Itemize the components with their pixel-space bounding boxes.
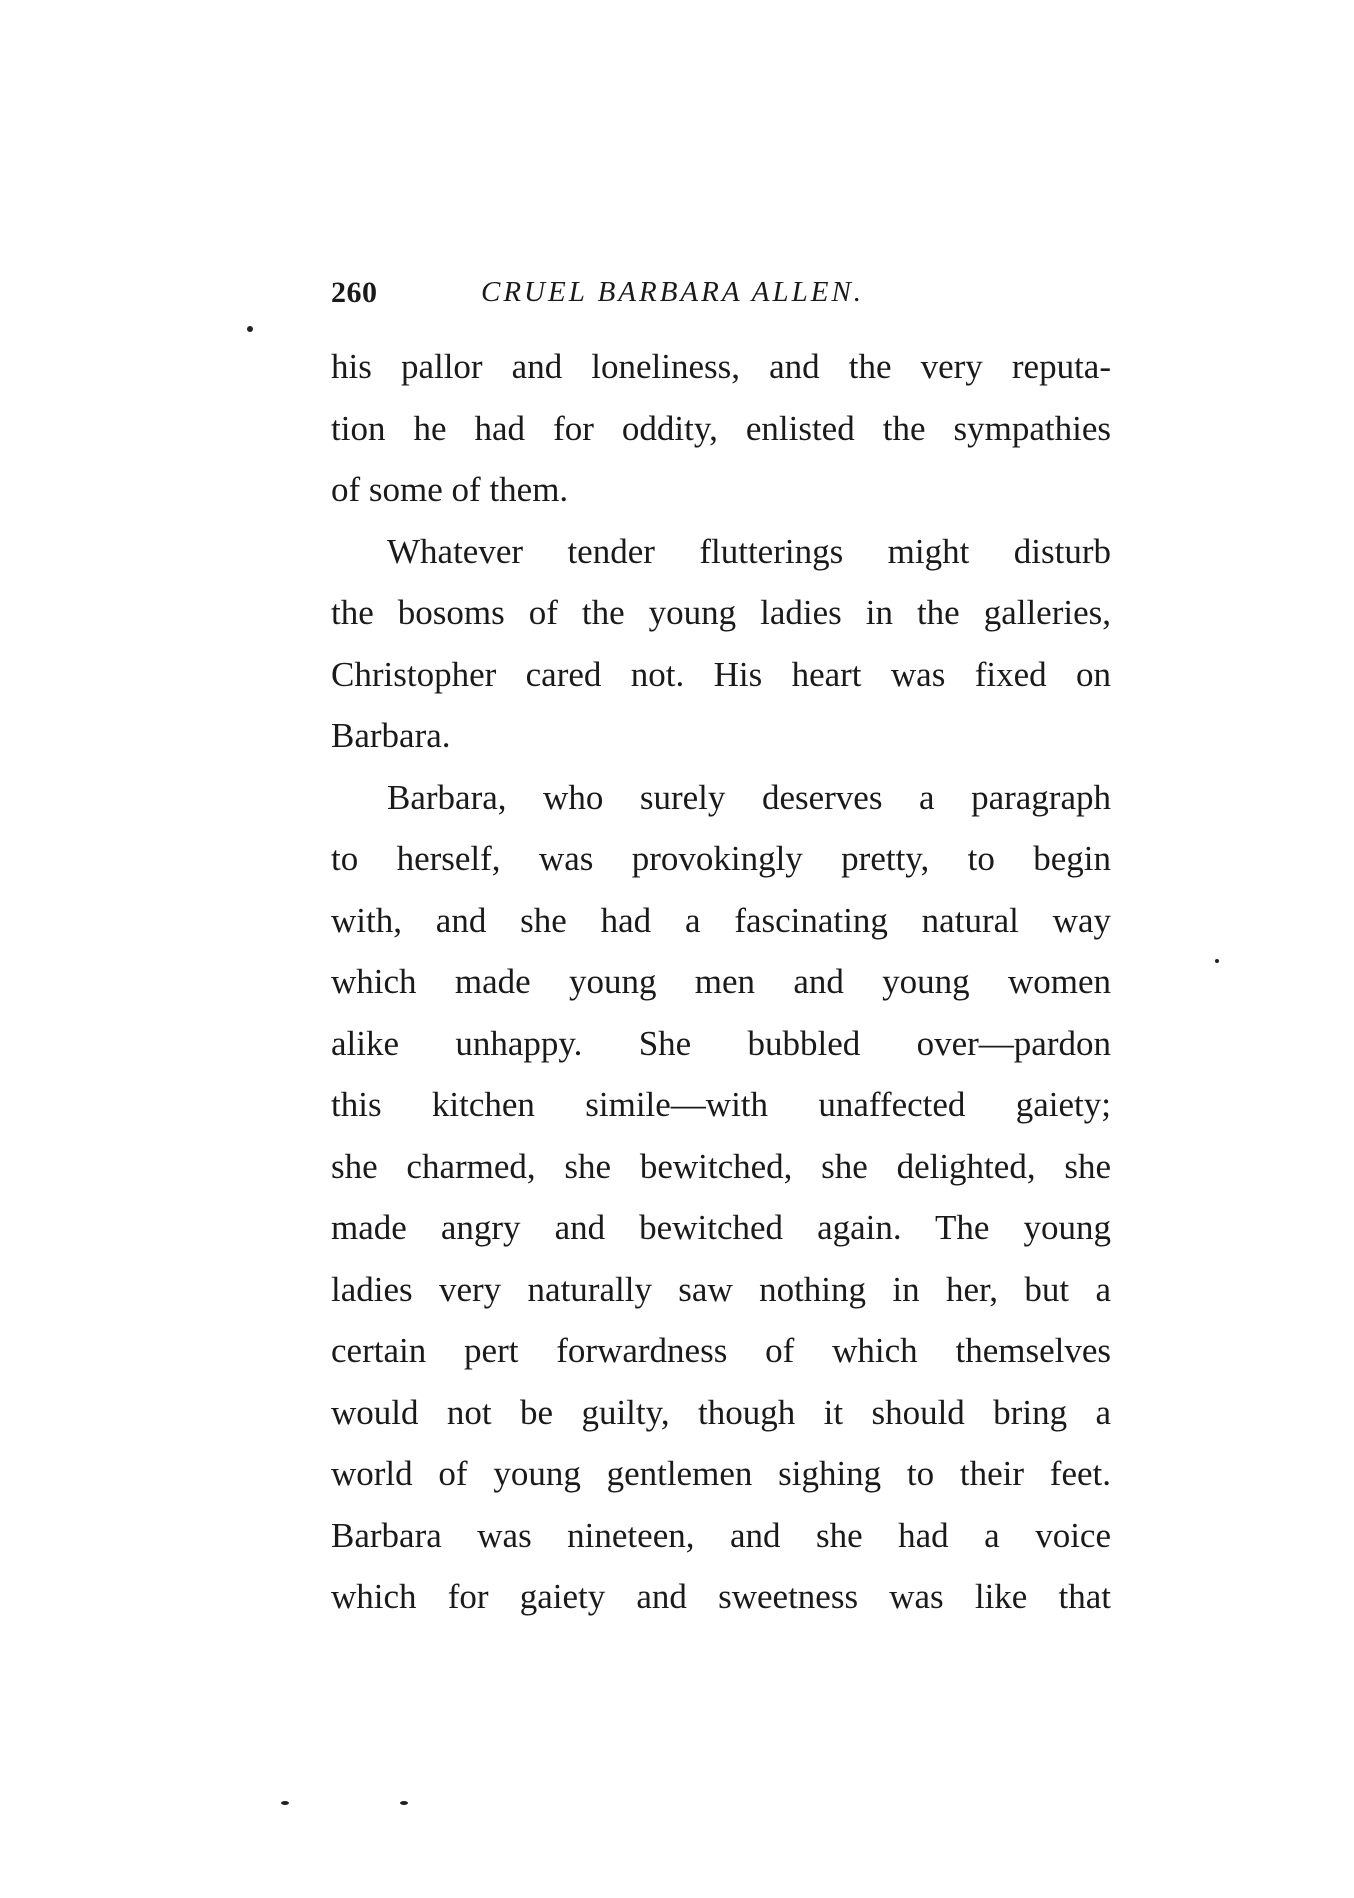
scan-speck (400, 1801, 408, 1805)
text-line: she charmed, she bewitched, she delighted, she (331, 1146, 1111, 1186)
running-head: CRUEL BARBARA ALLEN. (481, 276, 865, 308)
text-line: Whatever tender flutterings might disturb (387, 531, 1111, 571)
text-line: which for gaiety and sweetness was like that (331, 1577, 1111, 1616)
text-line: would not be guilty, though it should bring a (331, 1392, 1111, 1432)
text-line: Christopher cared not. His heart was fixed on (331, 654, 1111, 694)
text-line: of some of them. (331, 470, 569, 509)
text-line: alike unhappy. She bubbled over—pardon (331, 1023, 1111, 1063)
text-line: which made young men and young women (331, 962, 1111, 1001)
page-number: 260 (331, 276, 378, 309)
text-line: this kitchen simile—with unaffected gaiety; (331, 1085, 1111, 1124)
text-line: made angry and bewitched again. The young (331, 1208, 1111, 1247)
page-header (331, 276, 1111, 316)
text-line: the bosoms of the young ladies in the galleries, (331, 593, 1111, 632)
text-line: world of young gentlemen sighing to their feet. (331, 1454, 1111, 1493)
body-text (331, 336, 1111, 1628)
scan-speck (247, 326, 253, 332)
text-line: Barbara was nineteen, and she had a voice (331, 1515, 1111, 1555)
text-line: ladies very naturally saw nothing in her, but a (331, 1269, 1111, 1309)
text-line: certain pert forwardness of which themselves (331, 1331, 1111, 1370)
text-line: to herself, was provokingly pretty, to begin (331, 839, 1111, 878)
text-line: Barbara, who surely deserves a paragraph (387, 777, 1111, 817)
text-line: tion he had for oddity, enlisted the sympathies (331, 408, 1111, 448)
text-line: his pallor and loneliness, and the very reputa- (331, 347, 1111, 386)
scan-speck (281, 1801, 289, 1805)
text-line: with, and she had a fascinating natural way (331, 900, 1111, 940)
text-line: Barbara. (331, 716, 451, 755)
scan-speck (1215, 959, 1219, 963)
